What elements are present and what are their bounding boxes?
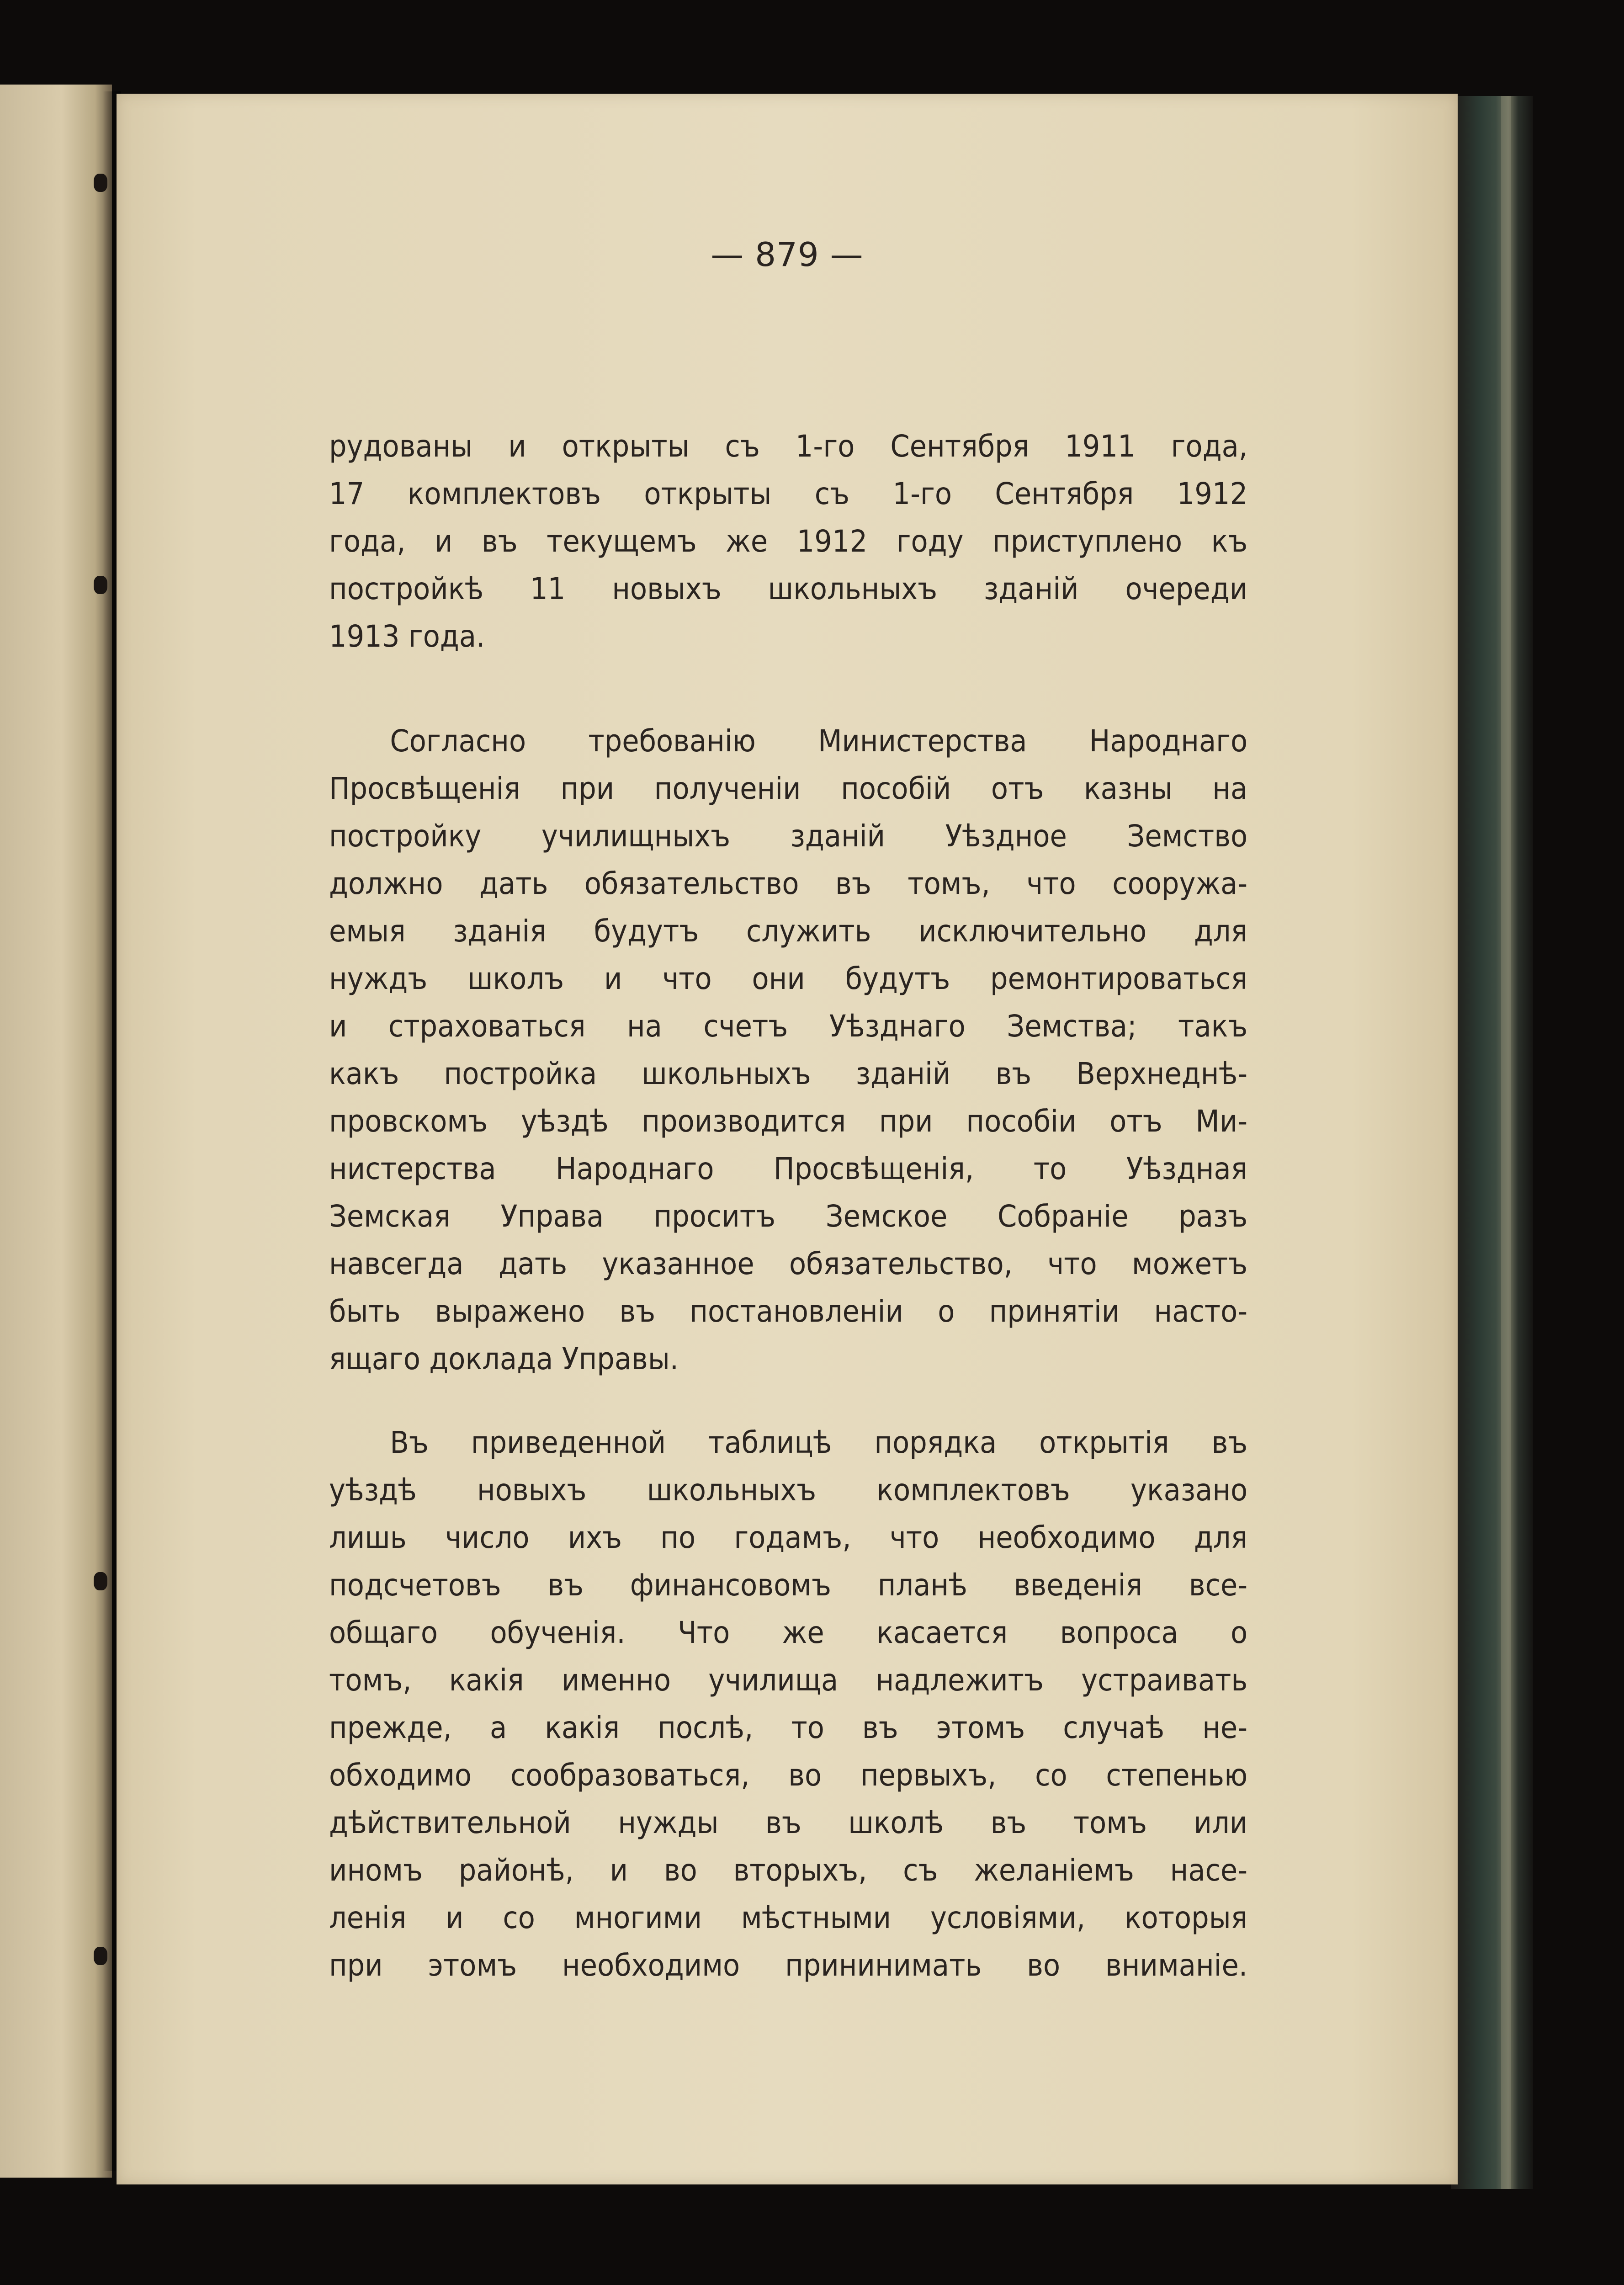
book-page-edges — [1451, 96, 1533, 2189]
text-line: рудованы и открыты съ 1-го Сентября 1911 года, — [329, 429, 1248, 464]
text-line: должно дать обязательство въ томъ, что сооружа- — [329, 866, 1248, 901]
text-line: подсчетовъ въ финансовомъ планѣ введенія все- — [329, 1568, 1248, 1603]
text-line: постройкѣ 11 новыхъ школьныхъ зданій очереди — [329, 571, 1248, 606]
text-line: томъ, какія именно училища надлежитъ устраивать — [329, 1663, 1248, 1698]
binding-mark — [94, 1947, 107, 1965]
text-line: иномъ районѣ, и во вторыхъ, съ желаніемъ насе- — [329, 1853, 1248, 1888]
text-line: какъ постройка школьныхъ зданій въ Верхнеднѣ- — [329, 1056, 1248, 1091]
text-line: 17 комплектовъ открыты съ 1-го Сентября 1912 — [329, 476, 1248, 511]
binding-mark — [94, 174, 107, 192]
text-line: года, и въ текущемъ же 1912 году приступлено къ — [329, 524, 1248, 559]
text-line: навсегда дать указанное обязательство, что можетъ — [329, 1246, 1248, 1281]
paragraph-1 — [329, 423, 1248, 660]
page-number: — 879 — — [711, 235, 864, 274]
text-line: обходимо сообразоваться, во первыхъ, со степенью — [329, 1758, 1248, 1793]
text-line: Земская Управа проситъ Земское Собраніе разъ — [329, 1199, 1248, 1234]
text-line: уѣздѣ новыхъ школьныхъ комплектовъ указано — [329, 1472, 1248, 1508]
text-line: провскомъ уѣздѣ производится при пособіи отъ Ми- — [329, 1104, 1248, 1139]
paragraph-2 — [329, 717, 1248, 1383]
text-line: Согласно требованію Министерства Народнаго — [390, 723, 1248, 759]
binding-mark — [94, 576, 107, 594]
text-line: при этомъ необходимо прининимать во вниманіе. — [329, 1948, 1248, 1983]
text-line: нистерства Народнаго Просвѣщенія, то Уѣздная — [329, 1151, 1248, 1186]
text-line: 1913 года. — [329, 619, 485, 654]
text-line: нуждъ школъ и что они будутъ ремонтироваться — [329, 961, 1248, 996]
text-line: и страховаться на счетъ Уѣзднаго Земства; такъ — [329, 1009, 1248, 1044]
binding-mark — [94, 1572, 107, 1590]
text-line: прежде, а какія послѣ, то въ этомъ случаѣ не- — [329, 1710, 1248, 1745]
text-line: Просвѣщенія при полученіи пособій отъ казны на — [329, 771, 1248, 806]
text-line: емыя зданія будутъ служить исключительно для — [329, 914, 1248, 949]
text-line: ленія и со многими мѣстными условіями, которыя — [329, 1900, 1248, 1935]
text-line: лишь число ихъ по годамъ, что необходимо для — [329, 1520, 1248, 1555]
paragraph-3 — [329, 1419, 1248, 1989]
text-line: общаго обученія. Что же касается вопроса о — [329, 1615, 1248, 1650]
left-page-edge — [0, 85, 112, 2178]
text-line: дѣйствительной нужды въ школѣ въ томъ или — [329, 1805, 1248, 1840]
text-line: ящаго доклада Управы. — [329, 1341, 679, 1376]
text-line: Въ приведенной таблицѣ порядка открытія въ — [390, 1425, 1248, 1460]
book-page — [117, 94, 1458, 2184]
text-line: постройку училищныхъ зданій Уѣздное Земство — [329, 818, 1248, 854]
text-line: быть выражено въ постановленіи о принятіи насто- — [329, 1294, 1248, 1329]
